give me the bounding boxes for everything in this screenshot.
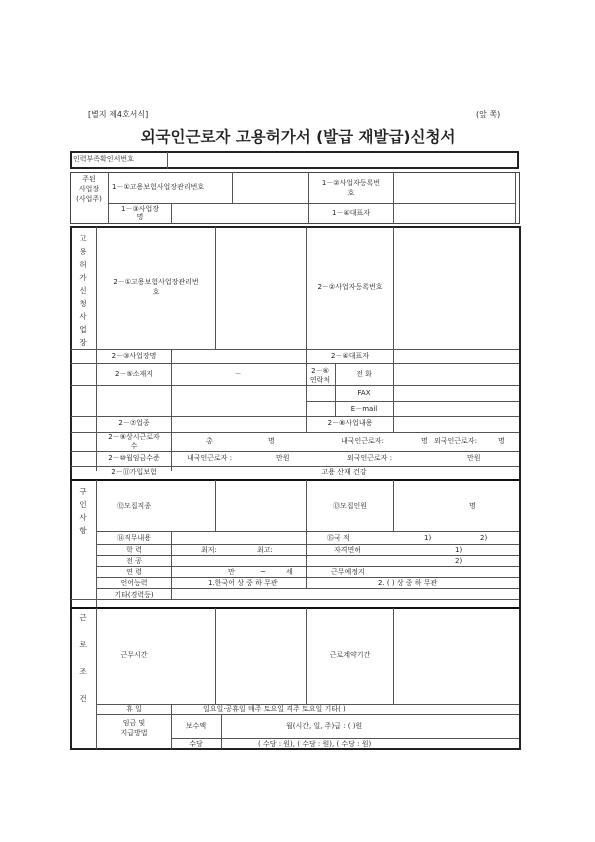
allowance-text: ( 수당 : 원), ( 수당 : 원), ( 수당 : 원) [258,740,372,748]
recruit-f15-label: ⑮국 적 [327,534,350,542]
phone-label: 전 화 [356,370,372,378]
language-other: 2. ( ) 상 중 하 무관 [378,579,438,587]
main-office-f4-label: 1－④대표자 [331,209,371,217]
page-side: (앞 쪽) [476,110,501,119]
applicant-f11-label: 2－⑪가입보험 [111,468,157,476]
recruit-f13-label: ⑬모집인원 [332,502,368,510]
holiday-options: 일요일·공휴일 매주 토요일 격주 토요일 기타( ) [203,705,346,713]
applicant-side-label: 고 용 허 가 신 청 사 업 장 [79,234,87,347]
applicant-f5-label: 2－⑤소재지 [114,370,154,378]
applicant-f6-label-1: 2－⑥ [311,367,329,375]
domestic-wage: 내국인근로자 : [187,454,233,462]
conditions-side-label: 근 로 조 건 [79,613,87,703]
pay-label: 보수액 [185,722,207,730]
age-from: 만 [228,568,235,576]
applicant-f8-label: 2－⑧사업내용 [327,419,373,427]
education-label: 학 력 [126,546,142,554]
applicant-f7-label: 2－⑦업종 [118,419,150,427]
foreign-wage: 외국인근로자 : [347,454,393,462]
insurance-options: 고용 산재 건강 [321,468,367,476]
applicant-f4-label: 2－④대표자 [330,352,370,360]
education-max: 최고: [257,546,273,554]
main-office-f1-label: 1－①고용보험사업장관리번호 [112,183,205,191]
foreign-workers: 외국인근로자: [434,437,477,445]
main-office-f2-label-2: 호 [347,189,355,197]
domestic-wage-unit: 만원 [276,454,290,462]
recruit-f13-unit: 명 [469,502,476,510]
applicant-f6-label-2: 연락처 [309,376,331,384]
language-korean: 1.한국어 상 중 하 무관 [208,579,278,587]
other-label: 기타(경력등) [114,591,154,599]
applicant-f1-label-2: 호 [152,288,160,296]
foreign-workers-unit: 명 [498,437,505,445]
domestic-workers-unit: 명 [421,437,428,445]
wage-label-1: 임금 및 [122,719,146,727]
work-place-label: 근무예정지 [331,568,365,576]
confirm-number-field[interactable] [168,153,516,167]
email-label: E－mail [350,405,378,413]
main-office-f2-label-1: 1－②사업자등록번 [321,179,381,187]
recruit-side-label: 구 인 사 항 [79,487,87,535]
domestic-workers: 내국인근로자: [341,437,384,445]
work-hours-label: 근무시간 [120,651,148,659]
holiday-label: 휴 일 [126,705,142,713]
license-2: 2) [455,557,463,565]
nation-1: 1) [424,534,432,542]
applicant-f5-dash: － [234,370,242,378]
age-label: 연 령 [126,568,142,576]
recruit-f14-label: ⑭직무내용 [116,534,152,542]
applicant-f2-label: 2－②사업자등록번호 [317,283,383,291]
nation-2: 2) [480,534,488,542]
main-table [70,226,521,750]
main-office-f3-label-1: 1－③사업장 [120,205,160,213]
foreign-wage-unit: 만원 [467,454,481,462]
education-min: 최저: [201,546,217,554]
applicant-f9-label-2: 수 [130,442,138,450]
applicant-f9-label-1: 2－⑨상시근로자 [108,433,160,441]
contract-period-label: 근로계약기간 [329,651,371,659]
major-label: 전 공 [126,557,142,565]
confirm-number-label: 인력부족확인서번호 [73,155,134,163]
language-label: 언어능력 [120,579,148,587]
applicant-f3-label: 2－③사업장명 [111,352,157,360]
fax-label: FAX [357,389,371,397]
age-unit: 세 [286,568,293,576]
wage-label-2: 지급방법 [120,729,148,737]
form-number: [별지 제4호서식] [88,110,149,119]
allowance-label: 수당 [189,740,203,748]
total-workers-b: 명 [268,437,275,445]
age-tilde: ~ [260,568,266,576]
main-office-side-label-2: 사업장 [78,185,100,193]
main-office-f3-label-2: 명 [136,213,144,221]
applicant-f10-label: 2－⑩월임금수준 [108,454,160,462]
license-label: 자격면허 [334,546,362,554]
license-1: 1) [455,546,463,554]
total-workers-a: 총 [206,437,213,445]
pay-text: 월(시간, 일, 주)급 : ( )원 [286,722,363,730]
recruit-f12-label: ⑫모집직종 [116,502,152,510]
form-title: 외국인근로자 고용허가서 (발급 재발급)신청서 [140,128,456,146]
main-office-side-label-3: (사업주) [76,195,102,203]
main-office-side-label-1: 주된 [82,175,96,183]
applicant-f1-label-1: 2－①고용보험사업장관리번 [113,278,199,286]
